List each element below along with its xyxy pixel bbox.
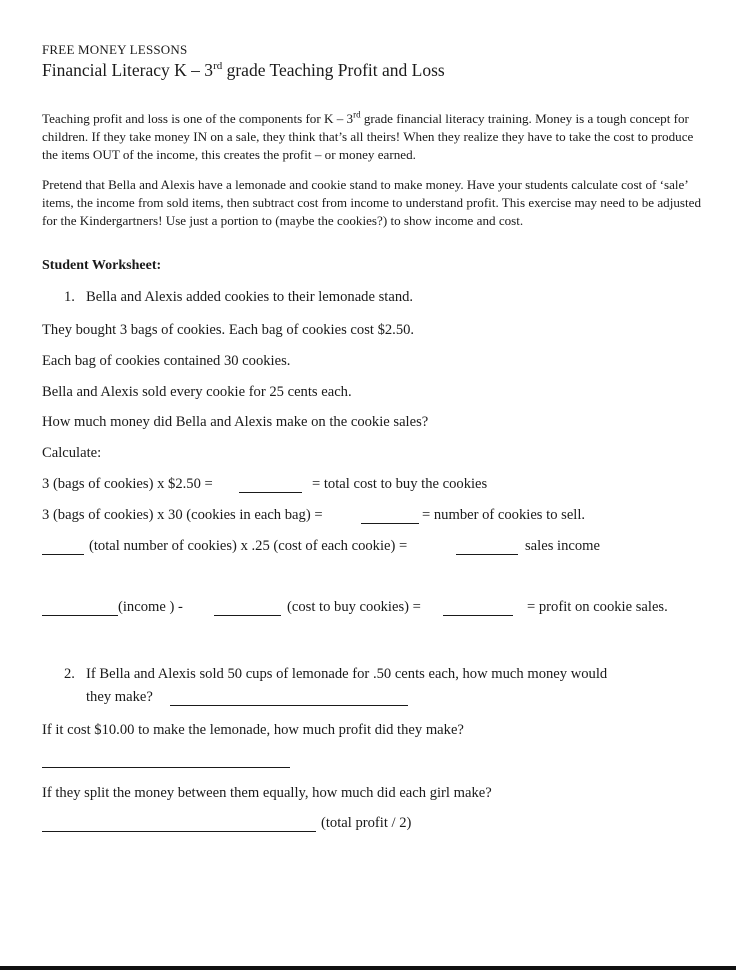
calc1-answer-blank[interactable]	[239, 478, 302, 493]
calc4-cost-blank[interactable]	[214, 601, 281, 616]
calc2-answer-blank[interactable]	[361, 509, 419, 524]
page-title	[42, 60, 445, 81]
title-sup: rd	[213, 60, 223, 73]
calc4-income-blank[interactable]	[42, 601, 118, 616]
q2-split-note: (total profit / 2)	[321, 815, 412, 831]
calc3-income-blank[interactable]	[456, 540, 518, 555]
q2-profit-blank[interactable]	[42, 753, 290, 768]
calc3-middle: (total number of cookies) x .25 (cost of each cookie) =	[89, 538, 408, 554]
calc4-cost-label: (cost to buy cookies) =	[287, 599, 421, 615]
q2-split-blank[interactable]	[42, 817, 316, 832]
q2-profit-question: If it cost $10.00 to make the lemonade, how much profit did they make?	[42, 722, 464, 738]
q1-line-bags: They bought 3 bags of cookies. Each bag of cookies cost $2.50.	[42, 322, 415, 338]
intro-paragraph-2: Pretend that Bella and Alexis have a lemonade and cookie stand to make money. Have your students calculate cost of ‘sale’ items, the income from sold items, then subtract cost from income to understand profit. This exercise may need to be adjusted for the Kindergartners! Use just a portion to (maybe the cookies?) to show income and cost.	[42, 177, 702, 228]
calc2-left: 3 (bags of cookies) x 30 (cookies in each bag) =	[42, 507, 323, 523]
calc4-profit-blank[interactable]	[443, 601, 513, 616]
intro-p1-post: grade financial literacy training. Money is a tough concept for children. If they take money IN on a sale, they think that’s all theirs! When they realize they have to take the cost to produce the items OUT of the income, this creates the profit – or money earned.	[42, 111, 694, 162]
q1-line-question: How much money did Bella and Alexis make on the cookie sales?	[42, 414, 429, 430]
calc4-right: = profit on cookie sales.	[527, 599, 668, 615]
q1-number: 1.	[64, 289, 75, 305]
q2-number: 2.	[64, 666, 75, 682]
kicker-label: FREE MONEY LESSONS	[42, 42, 188, 57]
calc3-right: sales income	[525, 538, 600, 554]
calc2-right: = number of cookies to sell.	[422, 507, 586, 523]
q2-split-question: If they split the money between them equally, how much did each girl make?	[42, 785, 492, 801]
q2-answer-blank[interactable]	[170, 691, 408, 706]
bottom-border	[0, 966, 736, 970]
q2-line2: they make?	[86, 689, 153, 705]
intro-p1-pre: Teaching profit and loss is one of the components for K – 3	[42, 111, 354, 126]
calc1-right: = total cost to buy the cookies	[312, 476, 488, 492]
title-pre: Financial Literacy K – 3	[42, 60, 214, 80]
calc3-count-blank[interactable]	[42, 540, 84, 555]
intro-paragraph-1	[42, 110, 707, 164]
q2-line1: If Bella and Alexis sold 50 cups of lemonade for .50 cents each, how much money would	[86, 666, 608, 682]
calc4-income-label: (income ) -	[118, 599, 183, 615]
q1-line-price: Bella and Alexis sold every cookie for 25 cents each.	[42, 384, 352, 400]
q1-text: Bella and Alexis added cookies to their lemonade stand.	[86, 289, 414, 305]
intro-p1-sup: rd	[353, 109, 361, 120]
q1-line-calculate: Calculate:	[42, 445, 102, 461]
title-post: grade Teaching Profit and Loss	[222, 60, 445, 80]
worksheet-heading: Student Worksheet:	[42, 258, 162, 273]
q1-line-count: Each bag of cookies contained 30 cookies.	[42, 353, 291, 369]
calc1-left: 3 (bags of cookies) x $2.50 =	[42, 476, 213, 492]
